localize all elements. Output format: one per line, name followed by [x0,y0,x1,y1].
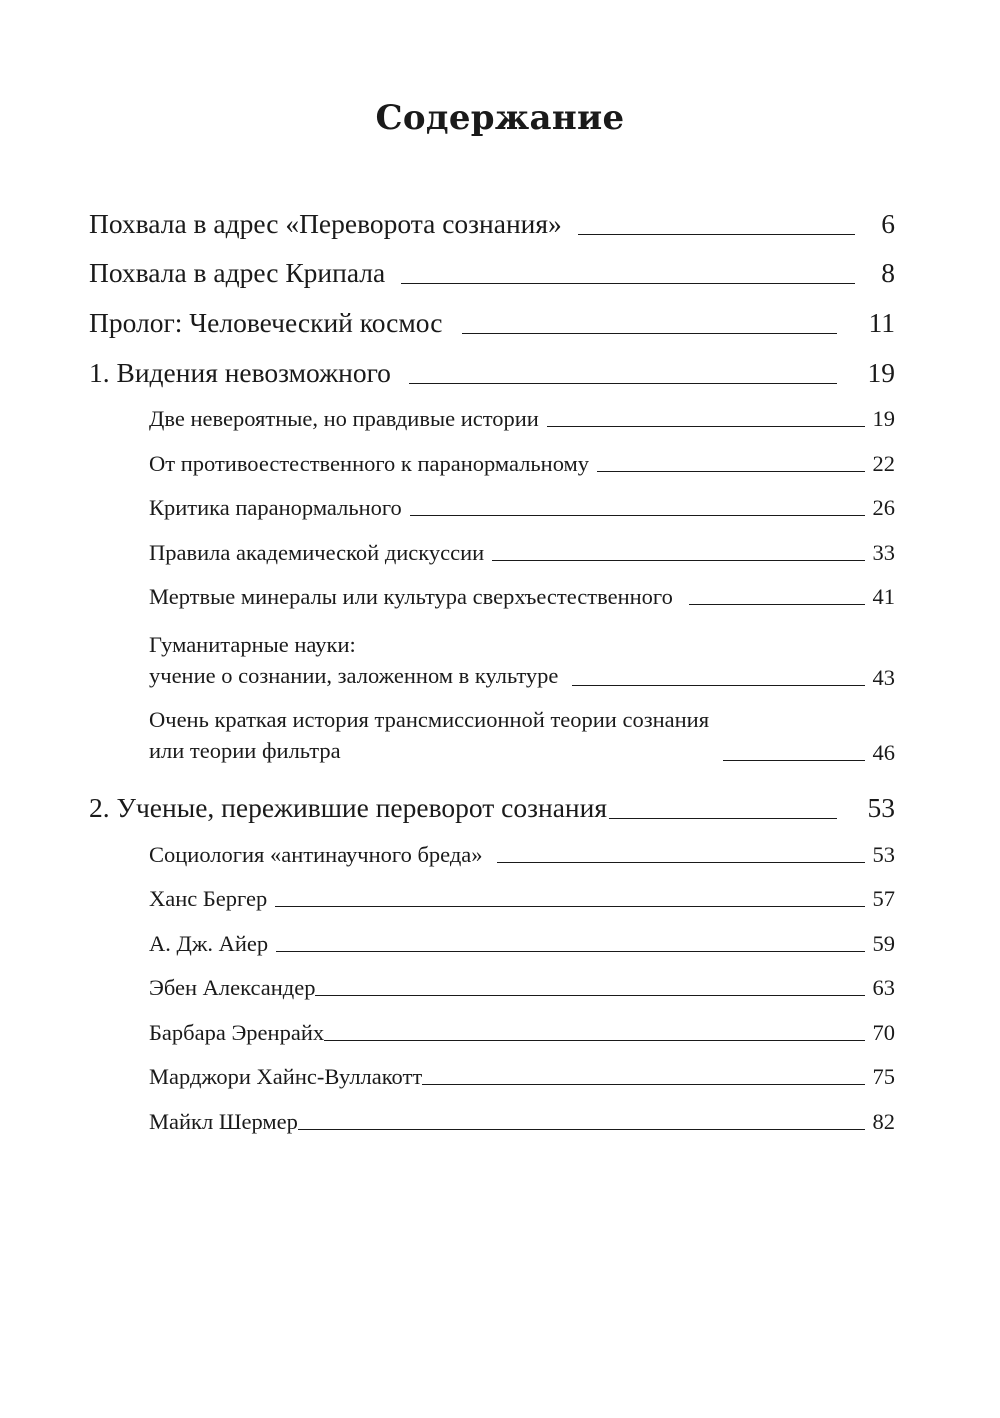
toc-entry-title-line-1: Гуманитарные науки: [149,632,356,657]
leader-line [422,1084,865,1085]
leader-line [409,383,837,384]
toc-entry[interactable] [149,451,895,477]
toc-entry-title: Похвала в адрес «Переворота сознания» [89,208,562,239]
toc-entry-title [149,704,709,766]
toc-entry-page: 19 [872,406,895,431]
toc-entry-title: 2. Ученые, пережившие переворот сознания [89,792,607,823]
toc-entry-title: Пролог: Человеческий космос [89,307,443,338]
toc-entry-title: Похвала в адрес Крипала [89,257,386,288]
leader-line [324,1040,865,1041]
leader-line [275,906,865,907]
toc-entry-page: 26 [872,495,895,520]
toc-entry-title: Ханс Бергер [149,886,268,911]
toc-entry[interactable] [149,1064,895,1090]
toc-entry-page: 22 [872,451,895,476]
leader-line [497,862,865,863]
leader-line [689,604,865,605]
toc-entry-title: 1. Видения невозможного [89,357,391,388]
toc-entry[interactable] [149,1109,895,1135]
toc-entry-page: 53 [872,842,895,867]
toc-entry-title: Правила академической дискуссии [149,540,485,565]
leader-line [276,951,865,952]
leader-line [578,234,855,235]
toc-entry-page: 19 [867,357,895,388]
toc-entry-page: 57 [872,886,895,911]
leader-line [401,283,855,284]
toc-entry-page: 70 [872,1020,895,1045]
leader-line [723,760,865,761]
toc-entry-title: А. Дж. Айер [149,931,269,956]
toc-entry-title-line-2: или теории фильтра [149,738,341,763]
toc-entry-page: 41 [872,584,895,609]
toc-entry-page: 59 [872,931,895,956]
toc-entry-title: Марджори Хайнс-Вуллакотт [149,1064,423,1089]
leader-line [547,426,865,427]
leader-line [492,560,865,561]
leader-line [462,333,837,334]
toc-entry-title-line-2: учение о сознании, заложенном в культуре [149,663,559,688]
leader-line [572,685,865,686]
toc-entry[interactable] [149,1020,895,1046]
leader-line [609,818,837,819]
toc-entry[interactable] [149,886,895,912]
leader-line [315,995,865,996]
toc-entry-title-line-1: Очень краткая история трансмиссионной теории сознания [149,707,710,732]
toc-entry-page: 46 [872,740,895,765]
toc-entry-page: 33 [872,540,895,565]
toc-entry-page: 63 [872,975,895,1000]
toc-entry-page: 53 [867,792,895,823]
toc-entry[interactable] [149,584,895,610]
leader-line [597,471,865,472]
toc-entry-title: Социология «антинаучного бреда» [149,842,483,867]
toc-entry-page: 75 [872,1064,895,1089]
toc-entry[interactable] [89,357,895,389]
toc-entry[interactable] [149,406,895,432]
toc-entry[interactable] [149,842,895,868]
toc-entry[interactable] [149,629,895,691]
toc-entry[interactable] [149,975,895,1001]
toc-entry-page: 8 [881,257,895,288]
toc-entry[interactable] [149,540,895,566]
toc-entry-title [149,629,558,691]
toc-entry[interactable] [89,792,895,824]
toc-entry[interactable] [149,704,895,766]
toc-entry-page: 82 [872,1109,895,1134]
leader-line [298,1129,865,1130]
toc-entry-title: Майкл Шермер [149,1109,298,1134]
toc-entry-title: От противоестественного к паранормальному [149,451,590,476]
toc-entry-page: 43 [872,665,895,690]
toc-entry-title: Мертвые минералы или культура сверхъестественного [149,584,673,609]
toc-entry-title: Барбара Эренрайх [149,1020,325,1045]
toc-entry-title: Эбен Александер [149,975,316,1000]
toc-entry-page: 11 [868,307,895,338]
page-title: Содержание [375,98,625,138]
toc-entry[interactable] [149,495,895,521]
toc-entry-title: Критика паранормального [149,495,402,520]
toc-entry[interactable] [89,307,895,339]
leader-line [410,515,865,516]
toc-entry-page: 6 [881,208,895,239]
toc-entry[interactable] [89,257,895,289]
toc-entry-title: Две невероятные, но правдивые истории [149,406,539,431]
toc-entry[interactable] [149,931,895,957]
toc-entry[interactable] [89,208,895,240]
